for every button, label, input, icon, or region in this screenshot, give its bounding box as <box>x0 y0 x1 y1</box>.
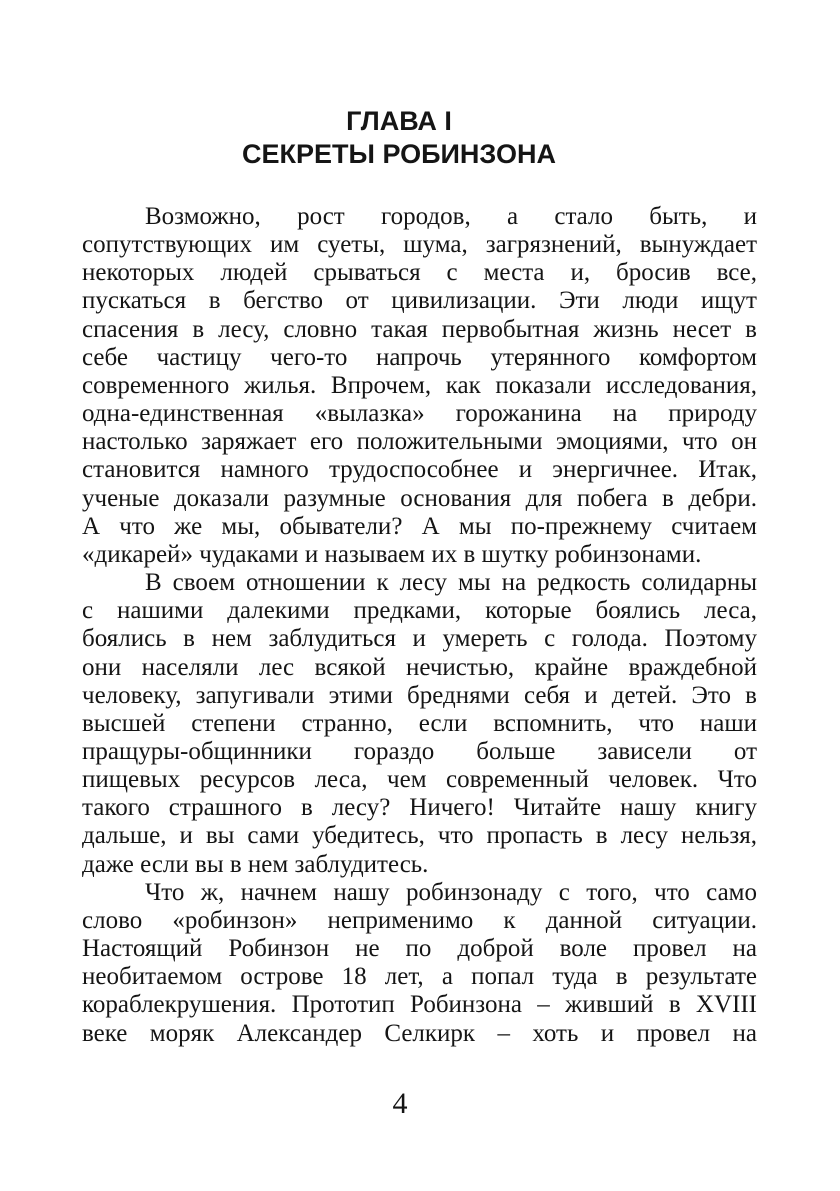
text-line: дальше, и вы сами убедитесь, что пропасть в лесу нельзя, <box>82 822 757 850</box>
text-line: сопутствующих им суеты, шума, загрязнений, вынуждает <box>82 231 757 259</box>
chapter-title: СЕКРЕТЫ РОБИНЗОНА <box>242 139 556 169</box>
text-line: В своем отношении к лесу мы на редкость солидарны <box>145 569 757 597</box>
text-line: человеку, запугивали этими бреднями себя и детей. Это в <box>82 681 757 709</box>
text-line: пускаться в бегство от цивилизации. Эти люди ищут <box>82 287 757 315</box>
text-line: настолько заряжает его положительными эмоциями, что он <box>82 428 757 456</box>
text-line: боялись в нем заблудиться и умереть с голода. Поэтому <box>82 625 757 653</box>
page-number: 4 <box>392 1087 408 1120</box>
text-line: себе частицу чего-то напрочь утерянного комфортом <box>82 343 757 371</box>
text-line: необитаемом острове 18 лет, а попал туда в результате <box>82 963 757 991</box>
text-line: становится намного трудоспособнее и энергичнее. Итак, <box>82 456 757 484</box>
paragraph <box>82 879 757 1048</box>
text-line: слово «робинзон» неприменимо к данной ситуации. <box>82 906 757 934</box>
body-text <box>82 203 757 1048</box>
text-line: с нашими далекими предками, которые боялись леса, <box>82 597 757 625</box>
text-line: они населяли лес всякой нечистью, крайне враждебной <box>82 653 757 681</box>
text-line: современного жилья. Впрочем, как показали исследования, <box>82 371 757 399</box>
text-line: даже если вы в нем заблудитесь. <box>82 850 429 878</box>
text-line: веке моряк Александер Селкирк – хоть и провел на <box>82 1019 757 1047</box>
text-line: такого страшного в лесу? Ничего! Читайте нашу книгу <box>82 794 757 822</box>
text-line: одна-единственная «вылазка» горожанина на природу <box>82 400 757 428</box>
text-line: «дикарей» чудаками и называем их в шутку робинзонами. <box>82 540 702 568</box>
text-line: кораблекрушения. Прототип Робинзона – живший в XVIII <box>82 991 757 1019</box>
text-line: спасения в лесу, словно такая первобытная жизнь несет в <box>82 315 757 343</box>
text-line: Что ж, начнем нашу робинзонаду с того, что само <box>145 878 757 906</box>
text-line: ученые доказали разумные основания для побега в дебри. <box>82 484 757 512</box>
text-line: пращуры-общинники гораздо больше зависели от <box>82 737 757 765</box>
text-line: некоторых людей срываться с места и, бросив все, <box>82 259 757 287</box>
text-line: А что же мы, обыватели? А мы по-прежнему считаем <box>82 512 757 540</box>
text-line: пищевых ресурсов леса, чем современный человек. Что <box>82 766 757 794</box>
paragraph <box>82 203 757 569</box>
chapter-heading <box>0 105 798 171</box>
text-line: высшей степени странно, если вспомнить, что наши <box>82 709 757 737</box>
text-line: Настоящий Робинзон не по доброй воле провел на <box>82 935 757 963</box>
paragraph <box>82 569 757 879</box>
text-line: Возможно, рост городов, а стало быть, и <box>145 203 757 230</box>
chapter-number-label: ГЛАВА I <box>346 106 452 136</box>
